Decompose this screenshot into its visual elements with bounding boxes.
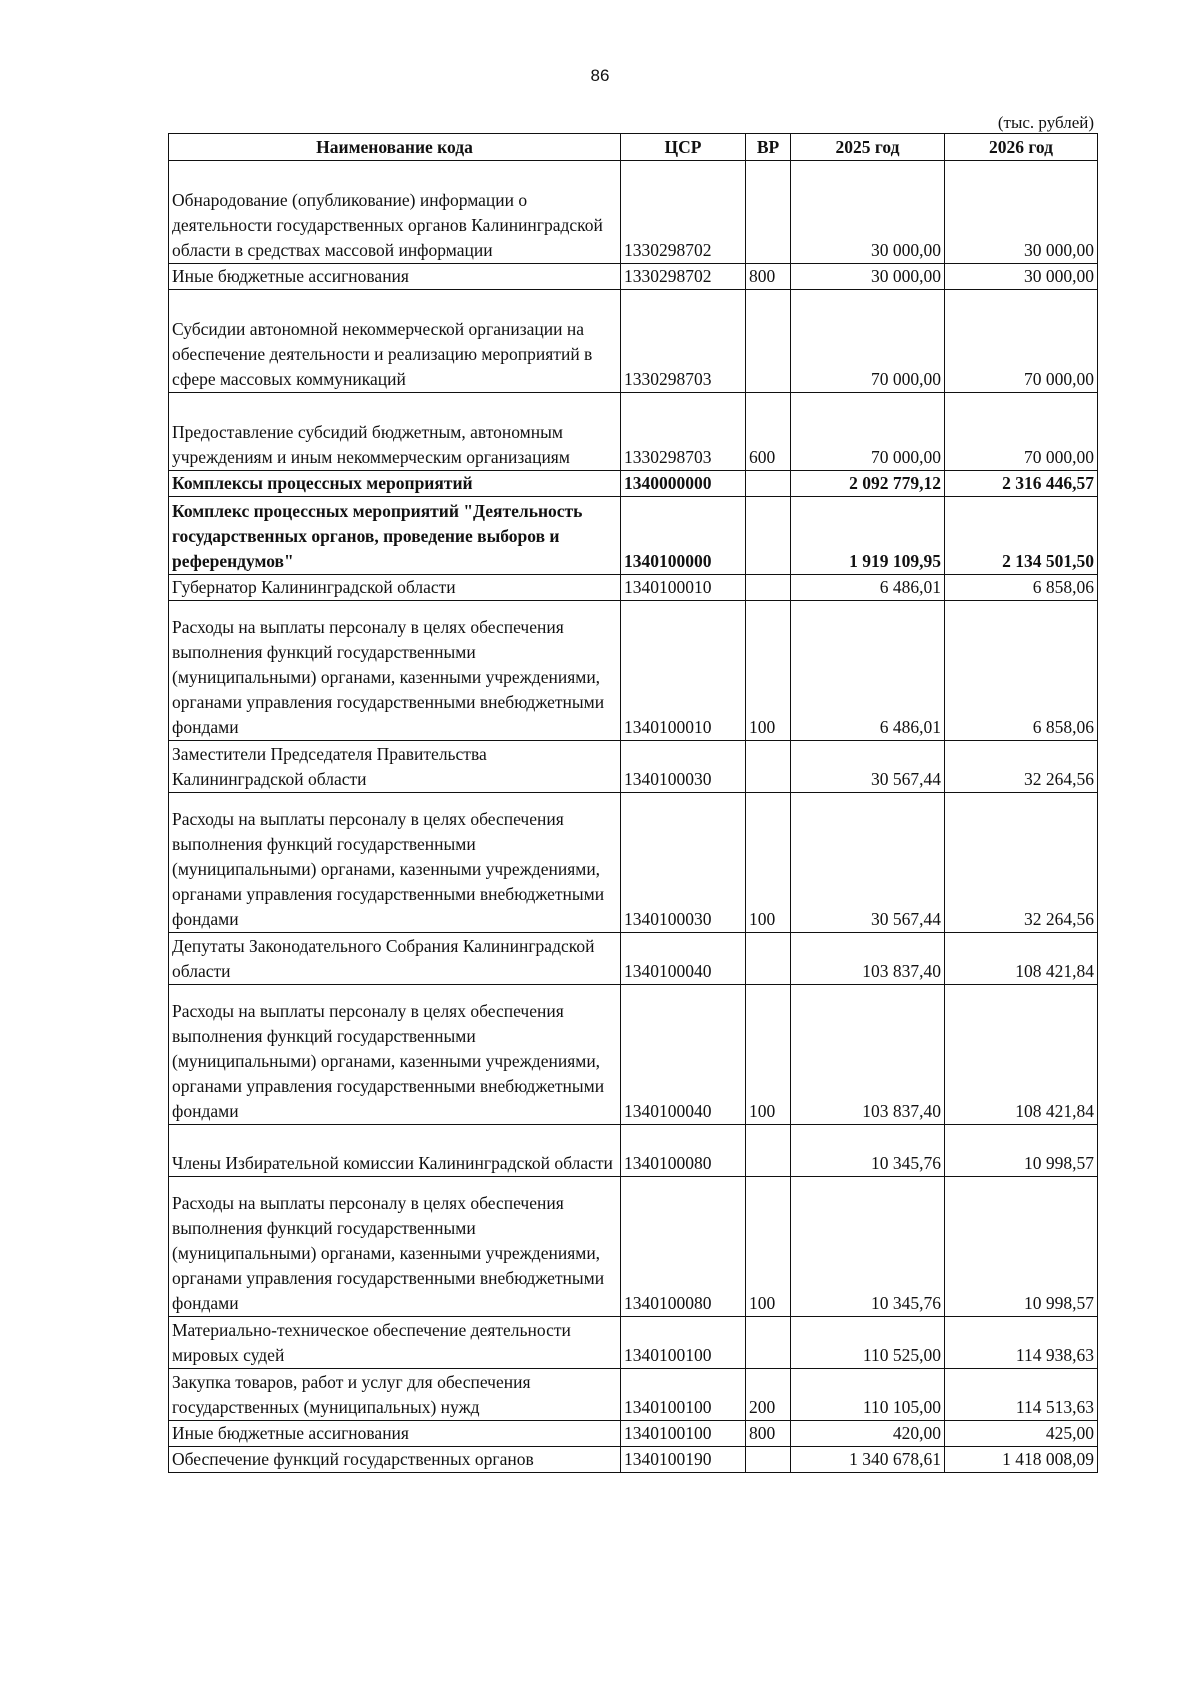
row-csr-cell: 1340100100: [621, 1421, 746, 1447]
row-csr-cell: 1340100010: [621, 575, 746, 601]
row-2025-cell: 30 567,44: [791, 793, 945, 933]
row-csr-cell: 1330298702: [621, 161, 746, 264]
row-2025-cell: 1 919 109,95: [791, 497, 945, 575]
page-number: 86: [590, 66, 610, 85]
row-name-cell: Субсидии автономной некоммерческой организации на обеспечение деятельности и реализацию мероприятий в сфере массовых коммуникаций: [169, 290, 621, 393]
row-2025-cell: 1 340 678,61: [791, 1447, 945, 1473]
row-vr-cell: [746, 161, 791, 264]
row-csr-cell: 1340100080: [621, 1125, 746, 1177]
row-2025-cell: 10 345,76: [791, 1125, 945, 1177]
row-vr-cell: 100: [746, 1177, 791, 1317]
row-csr-cell: 1340100040: [621, 933, 746, 985]
table-row: [169, 290, 1098, 393]
row-2025-cell: 70 000,00: [791, 393, 945, 471]
row-name-cell: Обеспечение функций государственных органов: [169, 1447, 621, 1473]
row-2026-cell: 10 998,57: [945, 1177, 1098, 1317]
budget-table: [168, 133, 1098, 1473]
row-vr-cell: 100: [746, 793, 791, 933]
row-2026-cell: 30 000,00: [945, 161, 1098, 264]
table-row: [169, 264, 1098, 290]
row-csr-cell: 1340100080: [621, 1177, 746, 1317]
row-name-cell: Расходы на выплаты персоналу в целях обеспечения выполнения функций государственными (муниципальными) органами, казенными учреждениями, органами управления государственными внебюджетными фондами: [169, 1177, 621, 1317]
header-2026: 2026 год: [945, 134, 1098, 161]
row-name-cell: Иные бюджетные ассигнования: [169, 1421, 621, 1447]
row-name-cell: Члены Избирательной комиссии Калининградской области: [169, 1125, 621, 1177]
row-csr-cell: 1340100190: [621, 1447, 746, 1473]
row-csr-cell: 1340100010: [621, 601, 746, 741]
row-2025-cell: 110 525,00: [791, 1317, 945, 1369]
row-name-cell: Расходы на выплаты персоналу в целях обеспечения выполнения функций государственными (муниципальными) органами, казенными учреждениями, органами управления государственными внебюджетными фондами: [169, 601, 621, 741]
row-name-cell: Материально-техническое обеспечение деятельности мировых судей: [169, 1317, 621, 1369]
row-name-cell: Закупка товаров, работ и услуг для обеспечения государственных (муниципальных) нужд: [169, 1369, 621, 1421]
row-vr-cell: [746, 933, 791, 985]
row-2025-cell: 420,00: [791, 1421, 945, 1447]
row-2026-cell: 108 421,84: [945, 985, 1098, 1125]
row-csr-cell: 1330298703: [621, 290, 746, 393]
row-csr-cell: 1340000000: [621, 471, 746, 497]
row-2026-cell: 70 000,00: [945, 393, 1098, 471]
row-2026-cell: 108 421,84: [945, 933, 1098, 985]
row-2025-cell: 30 567,44: [791, 741, 945, 793]
table-row: [169, 985, 1098, 1125]
row-2025-cell: 6 486,01: [791, 601, 945, 741]
row-2026-cell: 2 134 501,50: [945, 497, 1098, 575]
row-2026-cell: 70 000,00: [945, 290, 1098, 393]
table-header-row: [169, 134, 1098, 161]
row-2025-cell: 10 345,76: [791, 1177, 945, 1317]
row-name-cell: Обнародование (опубликование) информации о деятельности государственных органов Калининградской области в средствах массовой информации: [169, 161, 621, 264]
row-vr-cell: 200: [746, 1369, 791, 1421]
row-2026-cell: 32 264,56: [945, 741, 1098, 793]
row-csr-cell: 1340100100: [621, 1369, 746, 1421]
row-vr-cell: [746, 471, 791, 497]
table-row: [169, 497, 1098, 575]
table-row: [169, 575, 1098, 601]
row-2025-cell: 70 000,00: [791, 290, 945, 393]
table-body: [169, 161, 1098, 1473]
table-row: [169, 471, 1098, 497]
row-2026-cell: 1 418 008,09: [945, 1447, 1098, 1473]
row-vr-cell: 100: [746, 601, 791, 741]
row-name-cell: Депутаты Законодательного Собрания Калининградской области: [169, 933, 621, 985]
table-row: [169, 933, 1098, 985]
table-row: [169, 161, 1098, 264]
row-2025-cell: 30 000,00: [791, 264, 945, 290]
header-csr: ЦСР: [621, 134, 746, 161]
row-vr-cell: 800: [746, 264, 791, 290]
row-csr-cell: 1340100000: [621, 497, 746, 575]
header-2025: 2025 год: [791, 134, 945, 161]
row-csr-cell: 1340100040: [621, 985, 746, 1125]
row-name-cell: Иные бюджетные ассигнования: [169, 264, 621, 290]
row-2026-cell: 6 858,06: [945, 601, 1098, 741]
table-row: [169, 393, 1098, 471]
row-2025-cell: 110 105,00: [791, 1369, 945, 1421]
row-name-cell: Предоставление субсидий бюджетным, автономным учреждениям и иным некоммерческим организациям: [169, 393, 621, 471]
table-row: [169, 793, 1098, 933]
table-row: [169, 601, 1098, 741]
row-2026-cell: 6 858,06: [945, 575, 1098, 601]
row-csr-cell: 1340100030: [621, 741, 746, 793]
row-vr-cell: 800: [746, 1421, 791, 1447]
row-csr-cell: 1330298703: [621, 393, 746, 471]
row-2025-cell: 30 000,00: [791, 161, 945, 264]
row-2026-cell: 114 513,63: [945, 1369, 1098, 1421]
row-name-cell: Расходы на выплаты персоналу в целях обеспечения выполнения функций государственными (муниципальными) органами, казенными учреждениями, органами управления государственными внебюджетными фондами: [169, 793, 621, 933]
table-row: [169, 1421, 1098, 1447]
row-vr-cell: 100: [746, 985, 791, 1125]
row-2026-cell: 32 264,56: [945, 793, 1098, 933]
row-name-cell: Заместители Председателя Правительства Калининградской области: [169, 741, 621, 793]
row-vr-cell: [746, 497, 791, 575]
table-row: [169, 741, 1098, 793]
row-csr-cell: 1340100100: [621, 1317, 746, 1369]
row-csr-cell: 1330298702: [621, 264, 746, 290]
row-2025-cell: 103 837,40: [791, 933, 945, 985]
row-2025-cell: 103 837,40: [791, 985, 945, 1125]
row-vr-cell: [746, 575, 791, 601]
row-2025-cell: 6 486,01: [791, 575, 945, 601]
row-vr-cell: [746, 1317, 791, 1369]
row-name-cell: Комплекс процессных мероприятий "Деятельность государственных органов, проведение выборов и референдумов": [169, 497, 621, 575]
row-2026-cell: 10 998,57: [945, 1125, 1098, 1177]
row-name-cell: Комплексы процессных мероприятий: [169, 471, 621, 497]
row-2026-cell: 30 000,00: [945, 264, 1098, 290]
row-2025-cell: 2 092 779,12: [791, 471, 945, 497]
row-vr-cell: [746, 1447, 791, 1473]
row-name-cell: Губернатор Калининградской области: [169, 575, 621, 601]
row-csr-cell: 1340100030: [621, 793, 746, 933]
table-row: [169, 1125, 1098, 1177]
table-row: [169, 1447, 1098, 1473]
row-vr-cell: [746, 1125, 791, 1177]
header-vr: ВР: [746, 134, 791, 161]
row-vr-cell: [746, 290, 791, 393]
row-2026-cell: 425,00: [945, 1421, 1098, 1447]
table-row: [169, 1369, 1098, 1421]
header-name: Наименование кода: [169, 134, 621, 161]
table-row: [169, 1177, 1098, 1317]
row-vr-cell: [746, 741, 791, 793]
row-2026-cell: 2 316 446,57: [945, 471, 1098, 497]
table-row: [169, 1317, 1098, 1369]
row-vr-cell: 600: [746, 393, 791, 471]
row-2026-cell: 114 938,63: [945, 1317, 1098, 1369]
row-name-cell: Расходы на выплаты персоналу в целях обеспечения выполнения функций государственными (муниципальными) органами, казенными учреждениями, органами управления государственными внебюджетными фондами: [169, 985, 621, 1125]
units-label: (тыс. рублей): [997, 113, 1094, 132]
